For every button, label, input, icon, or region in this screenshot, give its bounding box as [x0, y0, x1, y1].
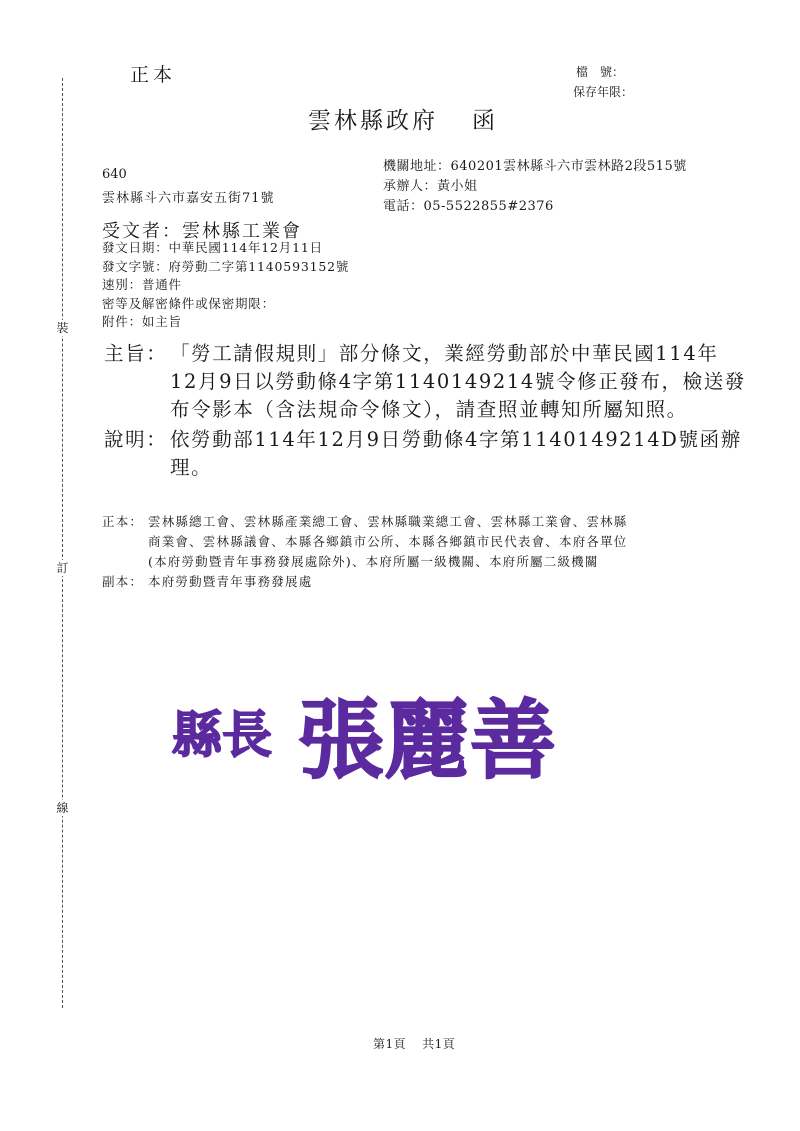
- copy-heading: 副本：: [102, 574, 144, 589]
- explanation-heading: 說明：: [104, 428, 168, 451]
- explanation-line: 理。: [170, 456, 213, 479]
- binding-mark-zhuang: 裝: [54, 320, 71, 336]
- contact-phone: 電話：05-5522855#2376: [383, 199, 554, 214]
- security-level: 密等及解密條件或保密期限：: [102, 295, 275, 311]
- agency-contact-block: [383, 157, 687, 217]
- sender-zip: 640: [102, 167, 127, 182]
- subject-line: 布令影本（含法規命令條文），請查照並轉知所屬知照。: [170, 398, 688, 421]
- distribution-list: [102, 512, 628, 592]
- page-number: 第1頁: [373, 1037, 407, 1051]
- subject-paragraph: [104, 340, 746, 424]
- page-footer: [373, 1035, 455, 1052]
- copy-line: 本府勞動暨青年事務發展處: [148, 574, 313, 589]
- sender-address: 雲林縣斗六市嘉安五街71號: [102, 191, 275, 206]
- file-meta: [573, 62, 634, 102]
- explanation-line: 依勞動部114年12月9日勞動條4字第1140149214D號函辦: [170, 428, 742, 451]
- recipient: 受文者：雲林縣工業會: [102, 221, 302, 242]
- subject-line: 「勞工請假規則」部分條文，業經勞動部於中華民國114年: [170, 342, 719, 365]
- signature-title-glyphs: 縣長: [172, 705, 272, 764]
- binding-mark-xian: 線: [54, 800, 71, 816]
- document-title: [308, 102, 498, 135]
- copy-recipients: [102, 572, 628, 592]
- magistrate-signature-seal: [170, 682, 590, 790]
- page-total: 共1頁: [422, 1037, 456, 1051]
- original-line: 商業會、雲林縣議會、本縣各鄉鎮市公所、本縣各鄉鎮市民代表會、本府各單位: [148, 534, 628, 549]
- subject-line: 12月9日以勞動條4字第1140149214號令修正發布，檢送發: [170, 370, 746, 393]
- contact-person: 承辦人：黃小姐: [383, 179, 478, 194]
- signature-name-glyphs: 張麗善: [298, 690, 556, 790]
- retention-label: 保存年限：: [573, 85, 634, 99]
- original-recipients: [102, 512, 628, 572]
- document-body: [104, 340, 746, 484]
- binding-mark-ding: 訂: [54, 560, 71, 576]
- agency-name: 雲林縣政府: [308, 108, 438, 134]
- explanation-paragraph: [104, 426, 742, 482]
- copy-mark: 正本: [130, 64, 177, 86]
- attachment: 附件：如主旨: [102, 314, 182, 329]
- original-line: (本府勞動暨青年事務發展處除外)、本府所屬一級機關、本府所屬二級機關: [148, 554, 599, 569]
- original-heading: 正本：: [102, 514, 144, 529]
- agency-address: 機關地址：640201雲林縣斗六市雲林路2段515號: [383, 159, 687, 174]
- document-meta: [102, 239, 349, 332]
- original-line: 雲林縣總工會、雲林縣產業總工會、雲林縣職業總工會、雲林縣工業會、雲林縣: [148, 514, 628, 529]
- delivery-speed: 速別：普通件: [102, 277, 182, 292]
- binding-dashed-line: [62, 78, 63, 1008]
- file-no-label: 檔 號：: [576, 65, 625, 79]
- issue-number: 發文字號：府勞動二字第1140593152號: [102, 258, 350, 274]
- document-type: 函: [472, 108, 498, 134]
- subject-heading: 主旨：: [104, 342, 168, 365]
- issue-date: 發文日期：中華民國114年12月11日: [102, 240, 323, 255]
